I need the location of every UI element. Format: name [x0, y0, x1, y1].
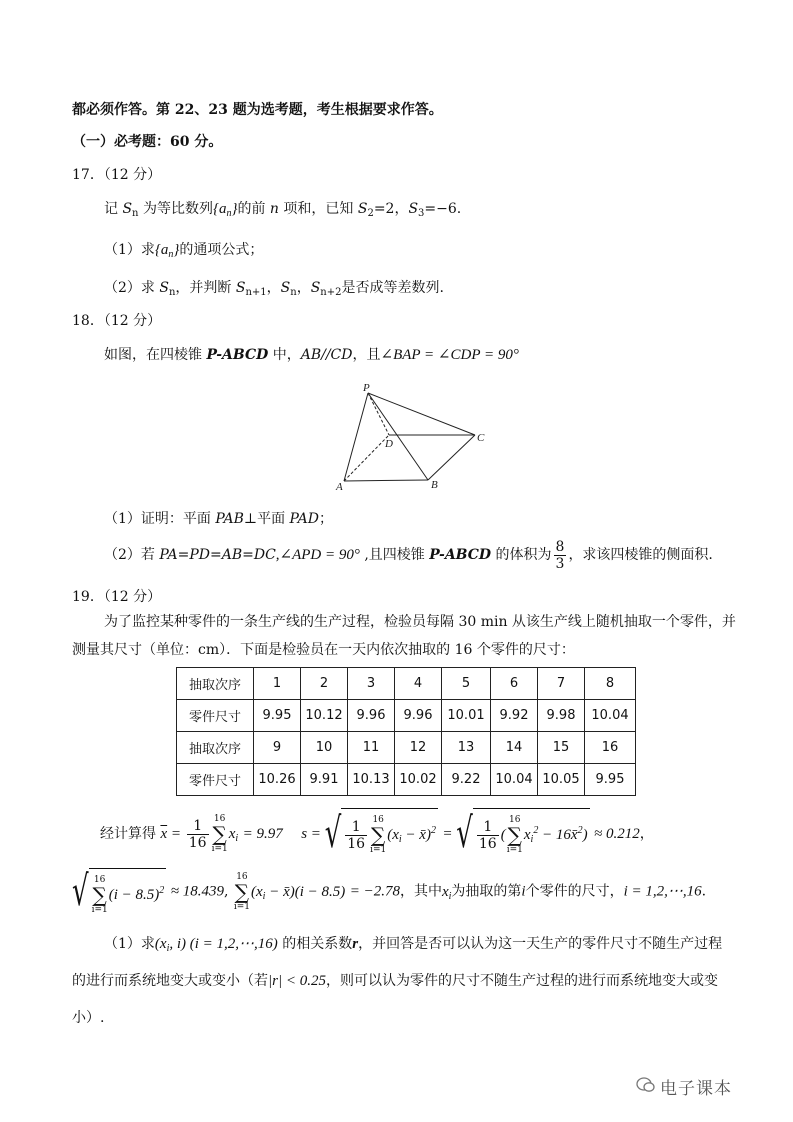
- size-table: [176, 667, 636, 796]
- row-header: 零件尺寸: [177, 700, 254, 732]
- table-row: 抽取次序 1 2 3 4 5 6 7 8: [177, 668, 636, 700]
- table-row: 零件尺寸 10.26 9.91 10.13 10.02 9.22 10.04 10.05 9.95: [177, 764, 636, 796]
- label-B: B: [431, 479, 438, 491]
- q18-part2: （2）若 PA=PD=AB=DC,∠APD = 90° ,且四棱锥 P-ABCD 的体积为 $\frac{8}{3}$ ，求该四棱锥的侧面积.: [104, 538, 713, 572]
- pyramid-figure: [330, 380, 500, 492]
- q17-number: 17．（12 分）: [72, 167, 162, 183]
- watermark-text: 电子课本: [660, 1079, 732, 1099]
- q17-stem: 记 $S_n$ 为等比数列$\{a_n\}$的前 n 项和，已知 $S_2=2$，$S_3=-6$.: [104, 201, 462, 219]
- table-row: 零件尺寸 9.95 10.12 9.96 9.96 10.01 9.92 9.98 10.04: [177, 700, 636, 732]
- label-D: D: [385, 438, 393, 450]
- q18-part1: （1）证明：平面 PAB⊥平面 PAD；: [104, 511, 334, 527]
- label-A: A: [336, 481, 343, 492]
- row-header: 抽取次序: [177, 668, 254, 700]
- edge-PD: [368, 393, 389, 435]
- row-header: 抽取次序: [177, 732, 254, 764]
- q19-number: 19．（12 分）: [72, 589, 162, 605]
- edge-PA: [344, 393, 368, 481]
- q19-part1-line2: 的进行而系统地变大或变小（若|r| < 0.25，则可以认为零件的尺寸不随生产过程的进行而系统地变大或变: [72, 973, 718, 989]
- section-heading: （一）必考题：60 分。: [72, 134, 223, 150]
- row-header: 零件尺寸: [177, 764, 254, 796]
- edge-AB: [344, 480, 428, 481]
- intro-line: 都必须作答。第 22、23 题为选考题，考生根据要求作答。: [72, 102, 443, 118]
- q18-number: 18．（12 分）: [72, 313, 162, 329]
- q18-stem: 如图，在四棱锥 P-ABCD 中，AB//CD，且∠BAP = ∠CDP = 90°: [104, 347, 519, 363]
- q17-part2: （2）求 $S_n$，并判断 $S_{n+1}$，$S_n$，$S_{n+2}$是否成等差数列.: [104, 280, 444, 298]
- q19-part1-line1: （1）求($x_i$, i) (i = 1,2,⋯,16) 的相关系数r，并回答是否可以认为这一天生产的零件尺寸不随生产过程: [104, 936, 723, 954]
- label-C: C: [477, 432, 485, 444]
- q19-part1-line3: 小）.: [72, 1010, 105, 1026]
- q19-intro-2: 测量其尺寸（单位：cm）．下面是检验员在一天内依次抽取的 16 个零件的尺寸：: [72, 642, 575, 658]
- edge-BC: [428, 435, 475, 480]
- label-P: P: [363, 382, 370, 394]
- edge-PC: [368, 393, 475, 435]
- table-row: 抽取次序 9 10 11 12 13 14 15 16: [177, 732, 636, 764]
- edge-PB: [368, 393, 428, 480]
- wechat-icon: [636, 1076, 656, 1094]
- q19-intro-1: 为了监控某种零件的一条生产线的生产过程，检验员每隔 30 min 从该生产线上随机抽取一个零件，并: [104, 614, 736, 630]
- stats-formula-2: √ 16 ∑ i=1 $(i - 8.5)^2 \approx 18.439$, 16 ∑ i=1 ($x_i$ − x̄)(i − 8.5) = −2.78，其中$x_i$为抽取的第i个零件的尺寸，i = 1,2,⋯,16.: [72, 867, 707, 916]
- stats-formula-1: 经计算得 $\overline{x}$ = $\frac{1}{16}$ 16 ∑ i=1 $x_i = 9.97$ s = √ $\frac{1}{16}$ 16 ∑ i=1 ($x_i$ − x̄)$^2$ = √ $\frac{1}{16}$ ( 16 ∑ i=1 $x_i^2$ − 16x̄$^2$) ≈ 0.212，: [100, 810, 654, 858]
- q17-part1: （1）求$\{a_n\}$的通项公式；: [104, 242, 264, 260]
